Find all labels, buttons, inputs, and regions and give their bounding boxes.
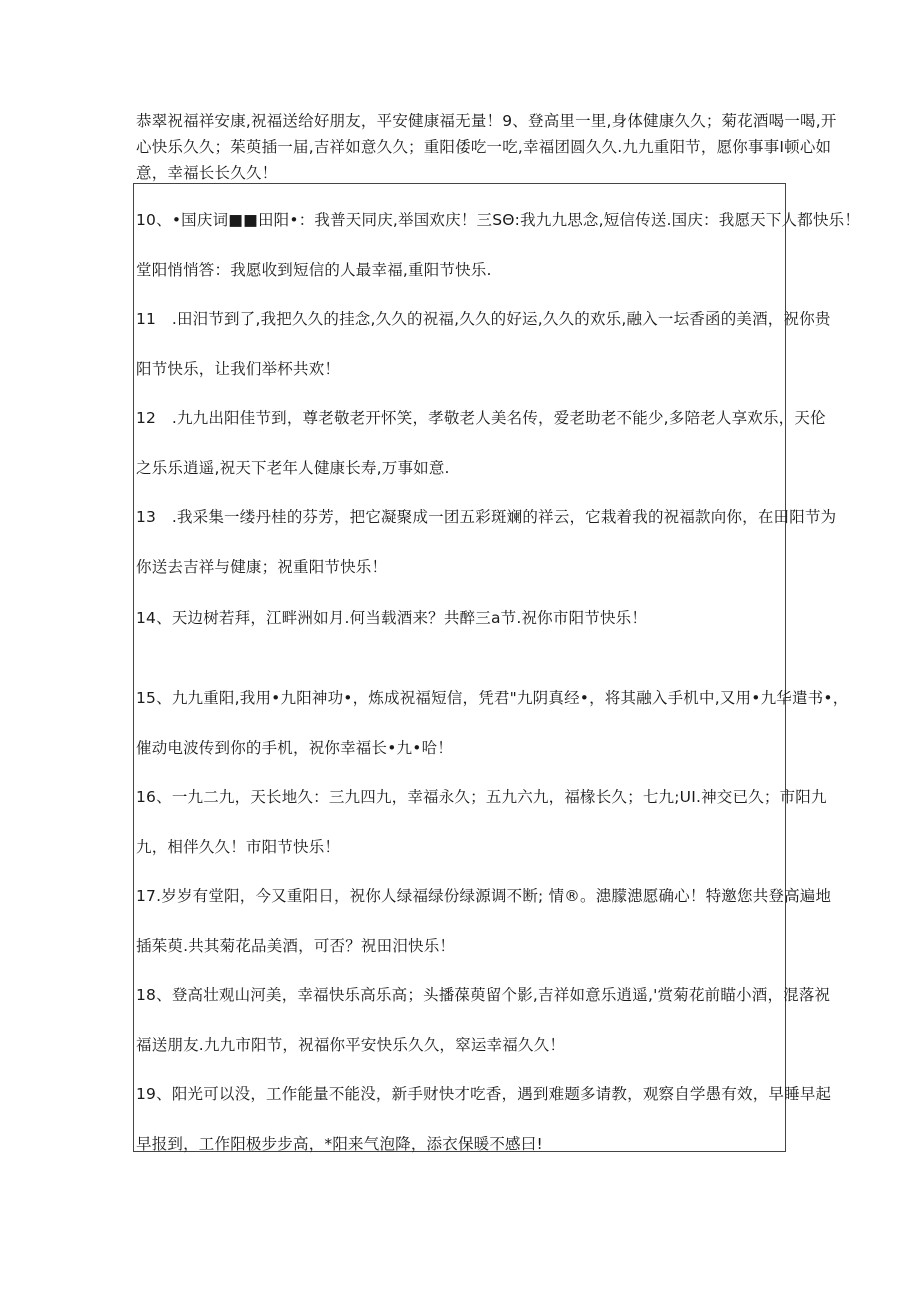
blessing-entry-13 [136, 504, 837, 580]
text-line: 15、九九重阳,我用•九阳神功•，炼成祝福短信，凭君"九阴真经•，将其融入手机中,又用•九华遣书•， [136, 689, 849, 707]
text-line: 16、一九二九，天长地久：三九四九，幸福永久；五九六九，福椽长久；七九;UI.神交已久；市阳九 [136, 788, 827, 806]
intro-paragraph [136, 108, 837, 186]
text-line: 福送朋友.九九市阳节，祝福你平安快乐久久，窣运幸福久久！ [136, 1036, 566, 1054]
text-line: 17.岁岁有堂阳，今又重阳日，祝你人绿福绿份绿源调不断; 情®。漶朦漶愿确心！特邀您共登高遍地 [136, 887, 832, 905]
text-line: 恭翠祝福祥安康,祝福送给好朋友，平安健康福无量！9、登高里一里,身体健康久久；菊花酒喝一喝,开 [136, 112, 837, 130]
text-line: 催动电波传到你的手机，祝你幸福长•九•哈！ [136, 739, 453, 757]
text-line: 之乐乐逍遥,祝天下老年人健康长寿,万事如意. [136, 459, 450, 477]
text-line: 九，相伴久久！市阳节快乐！ [136, 838, 341, 856]
text-line: 12 .九九出阳佳节到，尊老敬老开怀笑，孝敬老人美名传，爱老助老不能少,多陪老人享欢乐，天伦 [136, 409, 826, 427]
blessing-entry-10 [136, 207, 861, 283]
text-line: 插茱萸.共其菊花品美酒，可否？祝田汨快乐！ [136, 937, 456, 955]
text-line: 堂阳悄悄答：我愿收到短信的人最幸福,重阳节快乐. [136, 261, 492, 279]
blessing-entry-11 [136, 306, 831, 382]
text-line: 19、阳光可以没，工作能量不能没，新手财快才吃香，遇到难题多请教，观察自学愚有效，早睡早起 [136, 1085, 832, 1103]
blessing-entry-17 [136, 883, 832, 959]
blessing-entry-15 [136, 685, 849, 761]
text-line: 14、天边树若拜，江畔洲如月.何当载酒来？共醉三a节.祝你市阳节快乐！ [136, 609, 648, 627]
blessing-entry-14 [136, 605, 786, 631]
text-line: 13 .我采集一缕丹桂的芬芳，把它凝聚成一团五彩斑斓的祥云，它栽着我的祝福款向你，在田阳节为 [136, 508, 837, 526]
blessing-entry-16 [136, 784, 827, 860]
text-line: 早报到，工作阳极步步高，*阳来气泡降，添衣保暖不感曰! [136, 1135, 543, 1153]
text-line: 18、登高壮观山河美，幸福快乐高乐高；头播葆萸留个影,吉祥如意乐逍遥,'赏菊花前瞄小酒，混落祝 [136, 986, 831, 1004]
text-line: 阳节快乐，让我们举杯共欢！ [136, 360, 341, 378]
text-line: 心快乐久久；茱萸插一届,吉祥如意久久；重阳倭吃一吃,幸福团圆久久.九九重阳节，愿你事事I顿心如 [136, 138, 832, 156]
text-line: 你送去吉祥与健康；祝重阳节快乐！ [136, 558, 388, 576]
text-line: 10、•国庆词■■田阳•：我普天同庆,举国欢庆！三SΘ:我九九思念,短信传送.国庆：我愿天下人都快乐！ [136, 211, 861, 229]
blessing-entry-12 [136, 405, 826, 481]
text-line: 意，幸福长长久久！ [136, 164, 278, 182]
blessing-entry-18 [136, 982, 831, 1058]
text-line: 11 .田汨节到了,我把久久的挂念,久久的祝福,久久的好运,久久的欢乐,融入一坛香函的美酒，祝你贵 [136, 310, 831, 328]
blessing-entry-19 [136, 1081, 832, 1157]
